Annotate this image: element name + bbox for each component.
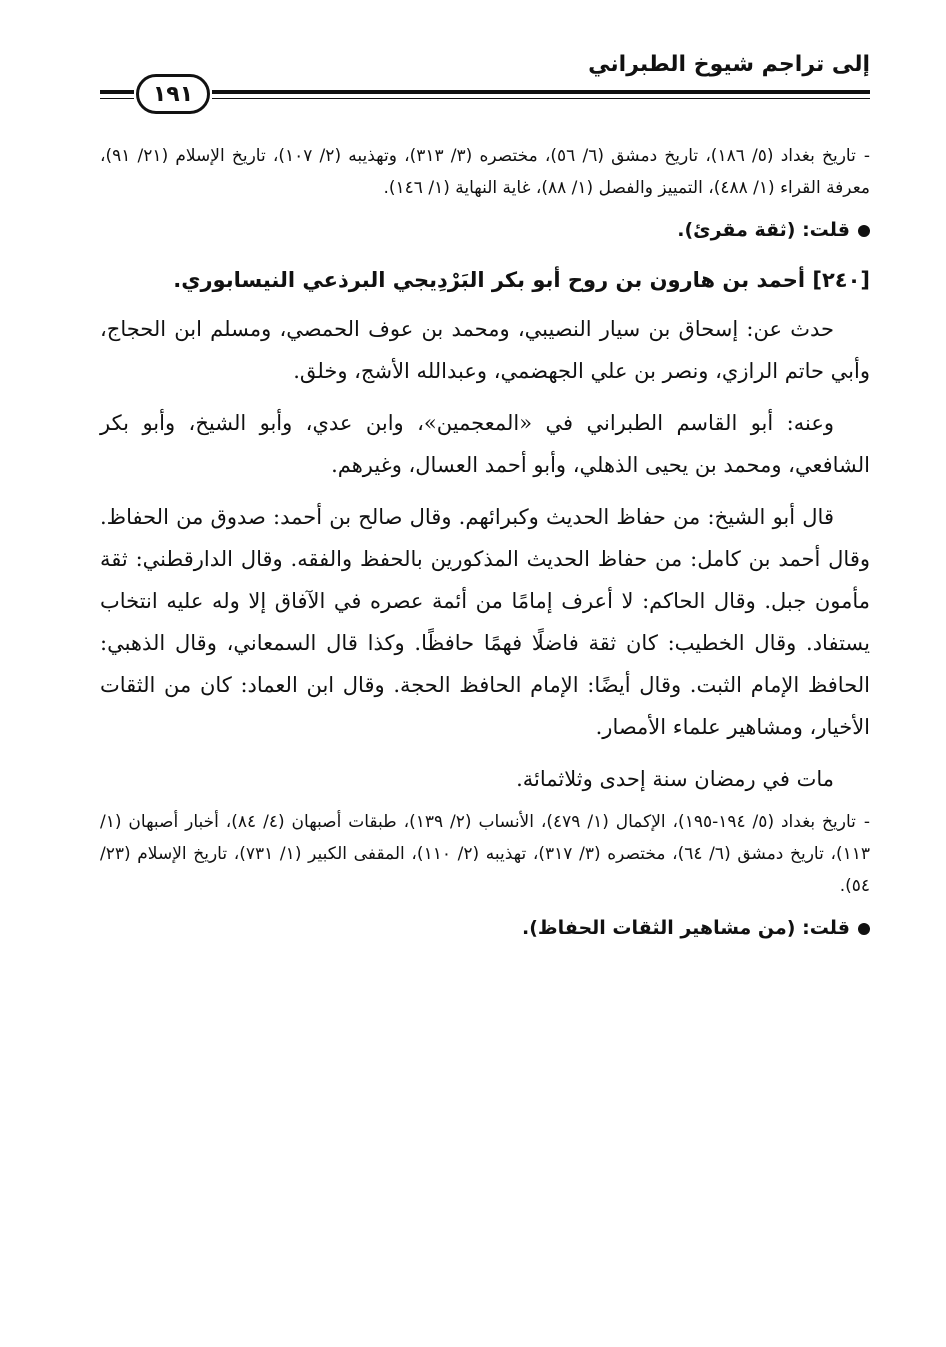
page-content (100, 140, 870, 958)
author-comment-text-2: قلت: (من مشاهير الثقات الحفاظ). (522, 917, 850, 939)
header-rule-thin (212, 98, 870, 99)
author-comment-2 (100, 910, 870, 946)
paragraph-students: وعنه: أبو القاسم الطبراني في «المعجمين»، وابن عدي، وأبو الشيخ، وأبو بكر الشافعي، ومحمد بن يحيى الذهلي، وأبو أحمد العسال، وغيرهم. (100, 411, 870, 477)
author-comment-text-1: قلت: (ثقة مقرئ). (677, 219, 850, 241)
paragraph-death: مات في رمضان سنة إحدى وثلاثمائة. (516, 767, 834, 791)
bullet-icon (858, 923, 870, 935)
header-rule-left-thin (100, 98, 134, 99)
references-block-2 (100, 806, 870, 902)
page-number: ١٩١ (136, 74, 210, 114)
paragraph-teachers: حدث عن: إسحاق بن سيار النصيبي، ومحمد بن عوف الحمصي، ومسلم ابن الحجاج، وأبي حاتم الرازي، ونصر بن علي الجهضمي، وعبدالله الأشج، وخلق. (100, 317, 870, 383)
paragraph-praise: قال أبو الشيخ: من حفاظ الحديث وكبرائهم. وقال صالح بن أحمد: صدوق من الحفاظ. وقال أحمد بن كامل: من حفاظ الحديث المذكورين بالحفظ والفقه. وقال الدارقطني: ثقة مأمون جبل. وقال الحاكم: لا أعرف إمامًا من أئمة عصره في الآفاق إلا وله عليه انتخاب يستفاد. وقال الخطيب: كان ثقة فاضلًا فهمًا حافظًا. وكذا قال السمعاني، وقال الذهبي: الحافظ الإمام الثبت. وقال أيضًا: الإمام الحافظ الحجة. وقال ابن العماد: كان من الثقات الأخيار، ومشاهير علماء الأمصار. (100, 505, 870, 739)
entry-heading: [٢٤٠] أحمد بن هارون بن روح أبو بكر البَرْدِيجي البرذعي النيسابوري. (173, 268, 870, 292)
references-text-2: تاريخ بغداد (٥/ ١٩٤-١٩٥)، الإكمال (١/ ٤٧٩)، الأنساب (٢/ ١٣٩)، طبقات أصبهان (٤/ ٨٤)، أخبار أصبهان (١/ ١١٣)، تاريخ دمشق (٦/ ٦٤)، مختصره (٣/ ٣١٧)، تهذيبه (٢/ ١١٠)، المقفى الكبير (١/ ٧٣١)، تاريخ الإسلام (٢٣/ ٥٤). (100, 812, 871, 896)
running-title: إلى تراجم شيوخ الطبراني (588, 52, 870, 77)
header-rule-thick (212, 90, 870, 94)
references-block-1 (100, 140, 870, 204)
header-rule-left-thick (100, 90, 134, 94)
references-text-1: تاريخ بغداد (٥/ ١٨٦)، تاريخ دمشق (٦/ ٥٦)، مختصره (٣/ ٣١٣)، وتهذيبه (٢/ ١٠٧)، تاريخ الإسلام (٢١/ ٩١)، معرفة القراء (١/ ٤٨٨)، التمييز والفصل (١/ ٨٨)، غاية النهاية (١/ ١٤٦). (100, 146, 870, 198)
ref-dash: - (863, 812, 871, 832)
page-header (100, 38, 870, 108)
author-comment-1 (100, 212, 870, 248)
bullet-icon (858, 225, 870, 237)
ref-dash: - (863, 146, 870, 166)
